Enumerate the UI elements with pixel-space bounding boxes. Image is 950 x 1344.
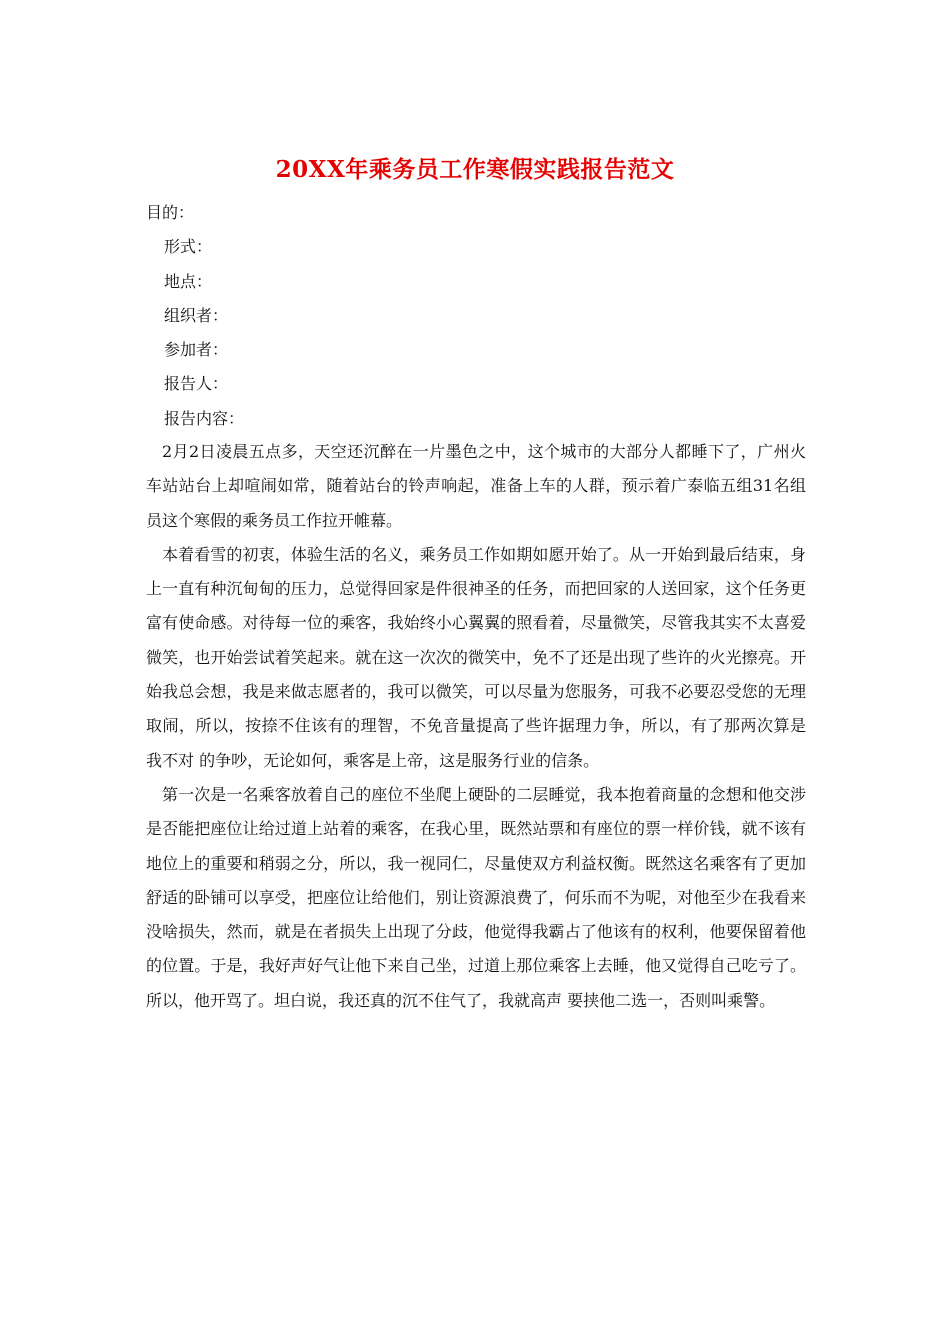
paragraph: 第一次是一名乘客放着自己的座位不坐爬上硬卧的二层睡觉，我本抱着商量的念想和他交涉是否能把座位让给过道上站着的乘客，在我心里，既然站票和有座位的票一样价钱，就不该有地位上的重要和稍弱之分，所以，我一视同仁，尽量使双方利益权衡。既然这名乘客有了更加舒适的卧铺可以享受，把座位让给他们，别让资源浪费了，何乐而不为呢，对他至少在我看来没啥损失，然而，就是在者损失上出现了分歧，他觉得我霸占了他该有的权利，他要保留着他的位置。于是，我好声好气让他下来自己坐，过道上那位乘客上去睡，他又觉得自己吃亏了。所以，他开骂了。坦白说，我还真的沉不住气了，我就高声 要挟他二选一，否则叫乘警。 bbox=[146, 784, 806, 1010]
field-organizer: 组织者： bbox=[164, 305, 229, 325]
field-form: 形式： bbox=[164, 237, 213, 257]
field-purpose: 目的： bbox=[146, 203, 195, 222]
field-reporter: 报告人： bbox=[164, 374, 229, 394]
field-participants: 参加者： bbox=[164, 340, 229, 360]
document-title: 20XX年乘务员工作寒假实践报告范文 bbox=[275, 156, 675, 183]
field-location: 地点： bbox=[164, 271, 213, 291]
paragraph: 本着看雪的初衷，体验生活的名义，乘务员工作如期如愿开始了。从一开始到最后结束，身上一直有种沉甸甸的压力，总觉得回家是件很神圣的任务，而把回家的人送回家，这个任务更富有使命感。对待每一位的乘客，我始终小心翼翼的照看着，尽量微笑，尽管我其实不太喜爱微笑，也开始尝试着笑起来。就在这一次次的微笑中，免不了还是出现了些许的火光擦亮。开始我总会想，我是来做志愿者的，我可以微笑，可以尽量为您服务，可我不必要忍受您的无理取闹，所以，按捺不住该有的理智，不免音量提高了些许据理力争，所以，有了那两次算是 我不对 的争吵，无论如何，乘客是上帝，这是服务行业的信条。 bbox=[146, 544, 806, 770]
report-body bbox=[146, 435, 806, 1018]
field-report-content: 报告内容： bbox=[164, 408, 245, 428]
report-fields bbox=[146, 196, 806, 436]
paragraph: 2月2日凌晨五点多，天空还沉醉在一片墨色之中，这个城市的大部分人都睡下了，广州火车站站台上却喧闹如常，随着站台的铃声响起，准备上车的人群，预示着广泰临五组31名组员这个寒假的乘务员工作拉开帷幕。 bbox=[146, 442, 806, 530]
